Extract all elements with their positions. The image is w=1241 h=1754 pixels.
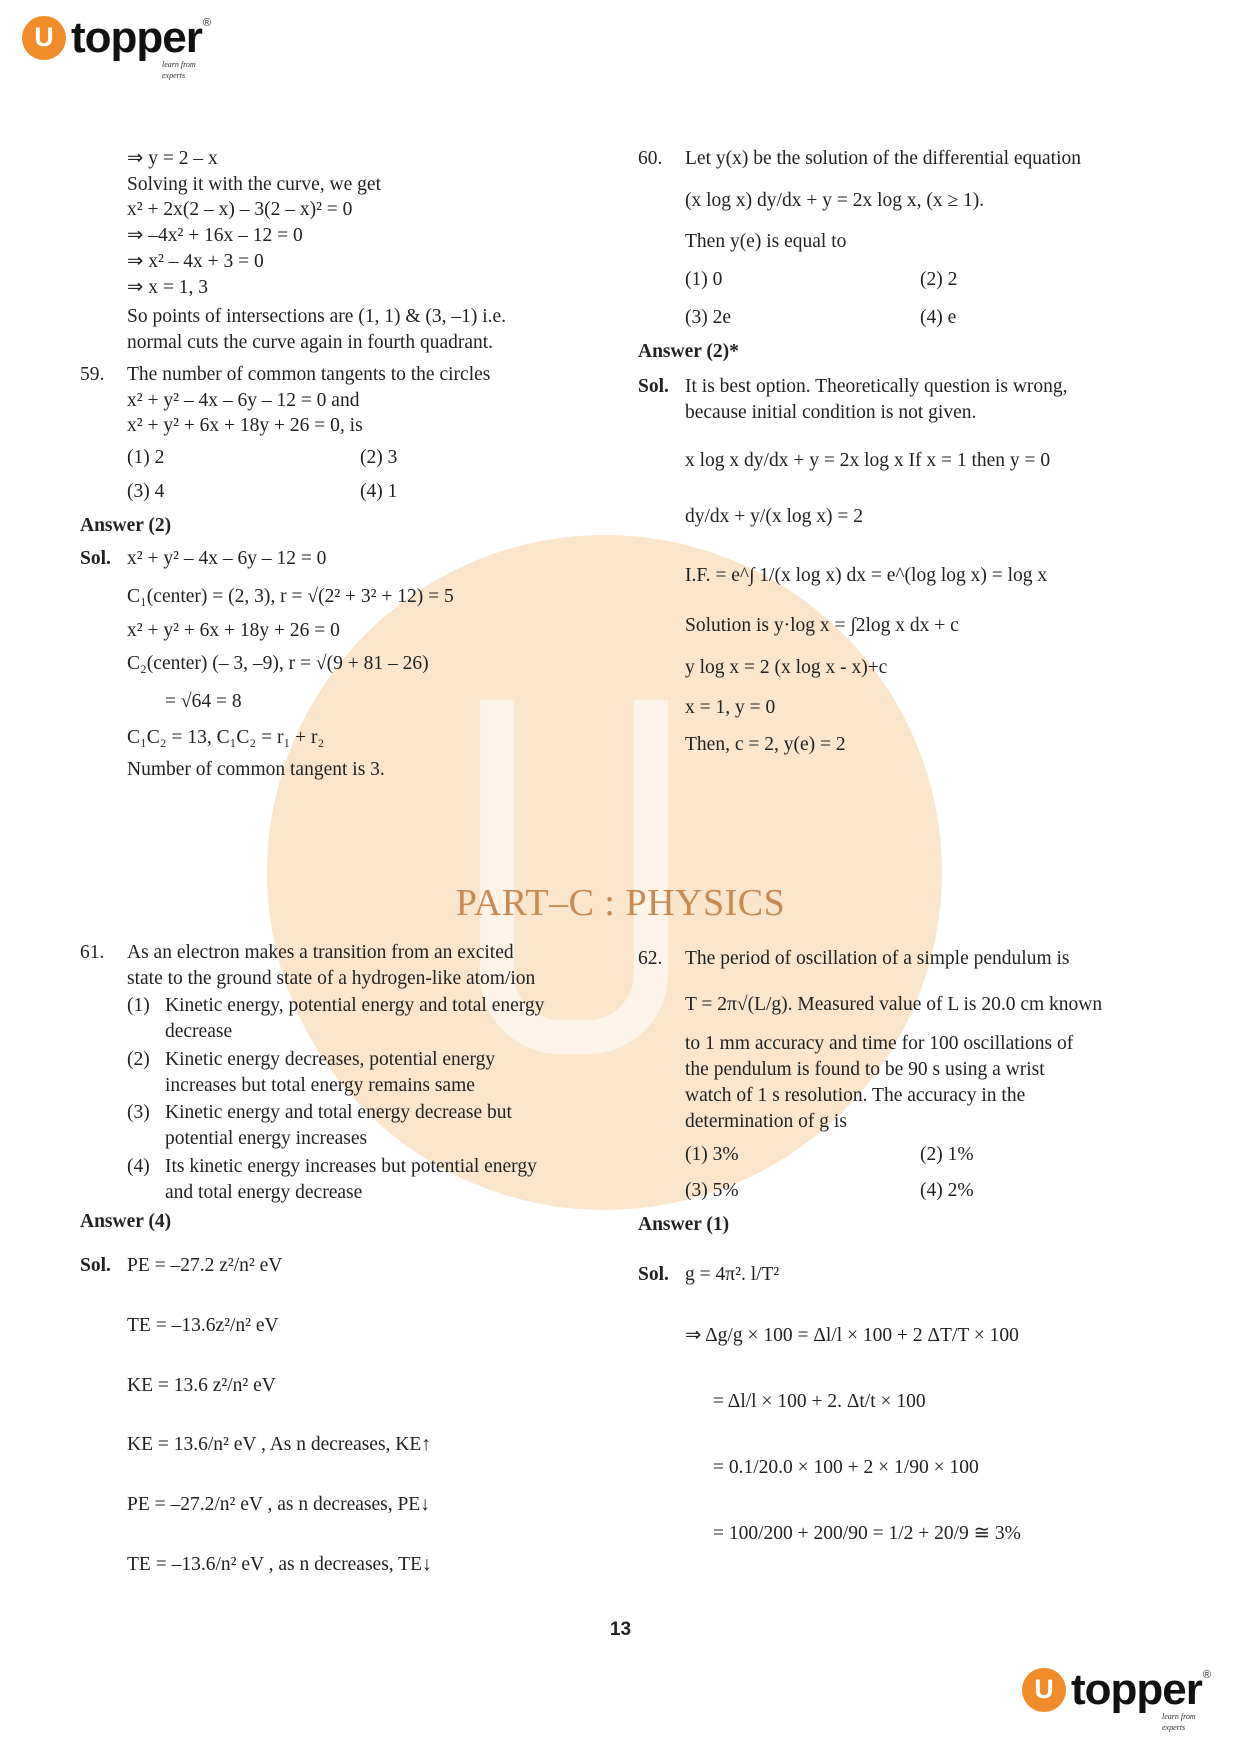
registered-mark: ® bbox=[1202, 1669, 1211, 1681]
solution-line: g = 4π². l/T² bbox=[685, 1263, 780, 1285]
question-text: determination of g is bbox=[685, 1110, 847, 1132]
solution-line: Number of common tangent is 3. bbox=[127, 758, 385, 780]
section-title: PART–C : PHYSICS bbox=[455, 882, 786, 924]
text-line: normal cuts the curve again in fourth quadrant. bbox=[127, 332, 494, 354]
text-line: x² + 2x(2 – x) – 3(2 – x)² = 0 bbox=[127, 199, 353, 221]
question-text: x² + y² – 4x – 6y – 12 = 0 and bbox=[127, 389, 360, 411]
solution-line: = 0.1/20.0 × 100 + 2 × 1/90 × 100 bbox=[713, 1456, 979, 1478]
text-line: ⇒ –4x² + 16x – 12 = 0 bbox=[127, 225, 303, 247]
question-text: As an electron makes a transition from an excited bbox=[127, 942, 514, 963]
solution-line: Then, c = 2, y(e) = 2 bbox=[685, 734, 846, 756]
text-line: ⇒ y = 2 – x bbox=[127, 148, 218, 169]
text-line: ⇒ x = 1, 3 bbox=[127, 276, 208, 298]
option-text: increases but total energy remains same bbox=[165, 1074, 475, 1096]
answer-label: Answer (4) bbox=[80, 1211, 172, 1233]
logo-tagline: learn from experts bbox=[162, 60, 196, 80]
solution-line: KE = 13.6 z²/n² eV bbox=[127, 1374, 276, 1396]
solution-line: PE = –27.2/n² eV , as n decreases, PE↓ bbox=[127, 1494, 430, 1516]
option-text: decrease bbox=[165, 1021, 233, 1043]
sol-label: Sol. bbox=[638, 376, 669, 398]
option-text: Kinetic energy, potential energy and total energy bbox=[165, 995, 545, 1017]
solution-line: Solution is y·log x = ∫2log x dx + c bbox=[685, 615, 959, 637]
option-2: (2) 1% bbox=[920, 1144, 974, 1166]
sol-label: Sol. bbox=[80, 1255, 111, 1277]
option-number: (1) bbox=[127, 995, 150, 1017]
question-59 bbox=[80, 362, 600, 783]
sol-label: Sol. bbox=[80, 548, 111, 570]
right-column-physics bbox=[638, 946, 1163, 1546]
option-4: (4) 2% bbox=[920, 1180, 974, 1202]
question-number: 59. bbox=[80, 363, 105, 385]
solution-line: ⇒ Δg/g × 100 = Δl/l × 100 + 2 ΔT/T × 100 bbox=[685, 1325, 1019, 1347]
left-column bbox=[80, 146, 600, 782]
solution-line: TE = –13.6/n² eV , as n decreases, TE↓ bbox=[127, 1553, 432, 1575]
left-column-physics bbox=[80, 940, 600, 1577]
solution-line: PE = –27.2 z²/n² eV bbox=[127, 1255, 283, 1277]
option-2: (2) 3 bbox=[360, 447, 398, 469]
option-number: (3) bbox=[127, 1102, 150, 1124]
solution-line: C₁(center) = (2, 3), r = √(2² + 3² + 12) = 5 bbox=[127, 586, 454, 608]
topper-logo-footer bbox=[1022, 1665, 1211, 1732]
option-text: and total energy decrease bbox=[165, 1181, 363, 1203]
option-1: (1) 0 bbox=[685, 269, 723, 291]
question-text: Let y(x) be the solution of the differential equation bbox=[685, 148, 1082, 169]
registered-mark: ® bbox=[202, 17, 211, 29]
solution-line: = 100/200 + 200/90 = 1/2 + 20/9 ≅ 3% bbox=[713, 1522, 1021, 1544]
question-text: to 1 mm accuracy and time for 100 oscillations of bbox=[685, 1033, 1074, 1055]
solution-line: x² + y² + 6x + 18y + 26 = 0 bbox=[127, 619, 340, 641]
question-text: The period of oscillation of a simple pendulum is bbox=[685, 948, 1070, 969]
solution-line: I.F. = e^∫ 1/(x log x) dx = e^(log log x) = log x bbox=[685, 565, 1048, 587]
option-text: Kinetic energy decreases, potential energy bbox=[165, 1048, 496, 1070]
option-4: (4) 1 bbox=[360, 480, 398, 502]
option-2: (2) 2 bbox=[920, 269, 958, 291]
option-1: (1) 3% bbox=[685, 1144, 739, 1166]
solution-line: C₁C₂ = 13, C₁C₂ = r₁ + r₂ bbox=[127, 726, 325, 748]
solution-line: because initial condition is not given. bbox=[685, 402, 977, 424]
question-text: The number of common tangents to the circles bbox=[127, 363, 491, 385]
solution-line: TE = –13.6z²/n² eV bbox=[127, 1314, 279, 1336]
question-text: watch of 1 s resolution. The accuracy in the bbox=[685, 1084, 1026, 1106]
question-text: the pendulum is found to be 90 s using a wrist bbox=[685, 1059, 1045, 1081]
option-3: (3) 4 bbox=[127, 480, 165, 502]
option-number: (4) bbox=[127, 1155, 150, 1177]
solution-line: = Δl/l × 100 + 2. Δt/t × 100 bbox=[713, 1391, 926, 1413]
text-line: Solving it with the curve, we get bbox=[127, 173, 381, 195]
answer-label: Answer (2)* bbox=[638, 340, 739, 362]
text-line: So points of intersections are (1, 1) & (3, –1) i.e. bbox=[127, 306, 507, 328]
solution-line: It is best option. Theoretically question is wrong, bbox=[685, 376, 1068, 398]
answer-label: Answer (2) bbox=[80, 514, 172, 536]
question-text: T = 2π√(L/g). Measured value of L is 20.0 cm known bbox=[685, 993, 1103, 1015]
option-3: (3) 2e bbox=[685, 306, 732, 328]
option-text: Kinetic energy and total energy decrease but bbox=[165, 1102, 512, 1124]
question-number: 61. bbox=[80, 942, 105, 963]
answer-label: Answer (1) bbox=[638, 1213, 730, 1235]
question-text: Then y(e) is equal to bbox=[685, 231, 847, 253]
topper-badge-icon: U bbox=[22, 16, 66, 60]
sol-label: Sol. bbox=[638, 1263, 669, 1285]
logo-wordmark: topper bbox=[71, 13, 202, 62]
option-1: (1) 2 bbox=[127, 447, 165, 469]
solution-line: x² + y² – 4x – 6y – 12 = 0 bbox=[127, 548, 327, 570]
question-number: 60. bbox=[638, 148, 663, 169]
topper-badge-icon: U bbox=[1022, 1668, 1066, 1712]
question-text: (x log x) dy/dx + y = 2x log x, (x ≥ 1). bbox=[685, 189, 985, 211]
option-text: potential energy increases bbox=[165, 1128, 368, 1150]
solution-line: x = 1, y = 0 bbox=[685, 696, 776, 718]
logo-wordmark: topper bbox=[1071, 1665, 1202, 1714]
question-61 bbox=[80, 940, 600, 1577]
option-4: (4) e bbox=[920, 306, 957, 328]
option-number: (2) bbox=[127, 1048, 150, 1070]
question-number: 62. bbox=[638, 948, 663, 969]
option-text: Its kinetic energy increases but potential energy bbox=[165, 1155, 537, 1177]
question-text: state to the ground state of a hydrogen-like atom/ion bbox=[127, 967, 536, 989]
solution-line: y log x = 2 (x log x - x)+c bbox=[685, 656, 888, 678]
solution-line: = √64 = 8 bbox=[165, 691, 242, 713]
page-number: 13 bbox=[609, 1619, 632, 1640]
option-3: (3) 5% bbox=[685, 1180, 739, 1202]
solution-line: dy/dx + y/(x log x) = 2 bbox=[685, 505, 863, 527]
question-text: x² + y² + 6x + 18y + 26 = 0, is bbox=[127, 415, 363, 437]
topper-logo-header bbox=[22, 13, 211, 80]
solution-line: x log x dy/dx + y = 2x log x If x = 1 then y = 0 bbox=[685, 449, 1051, 471]
question-60 bbox=[638, 146, 1163, 758]
logo-tagline: learn from experts bbox=[1162, 1712, 1196, 1732]
question-62 bbox=[638, 946, 1163, 1546]
right-column bbox=[638, 146, 1163, 758]
solution-line: C₂(center) (– 3, –9), r = √(9 + 81 – 26) bbox=[127, 653, 429, 675]
solution-line: KE = 13.6/n² eV , As n decreases, KE↑ bbox=[127, 1434, 432, 1456]
text-line: ⇒ x² – 4x + 3 = 0 bbox=[127, 250, 264, 272]
